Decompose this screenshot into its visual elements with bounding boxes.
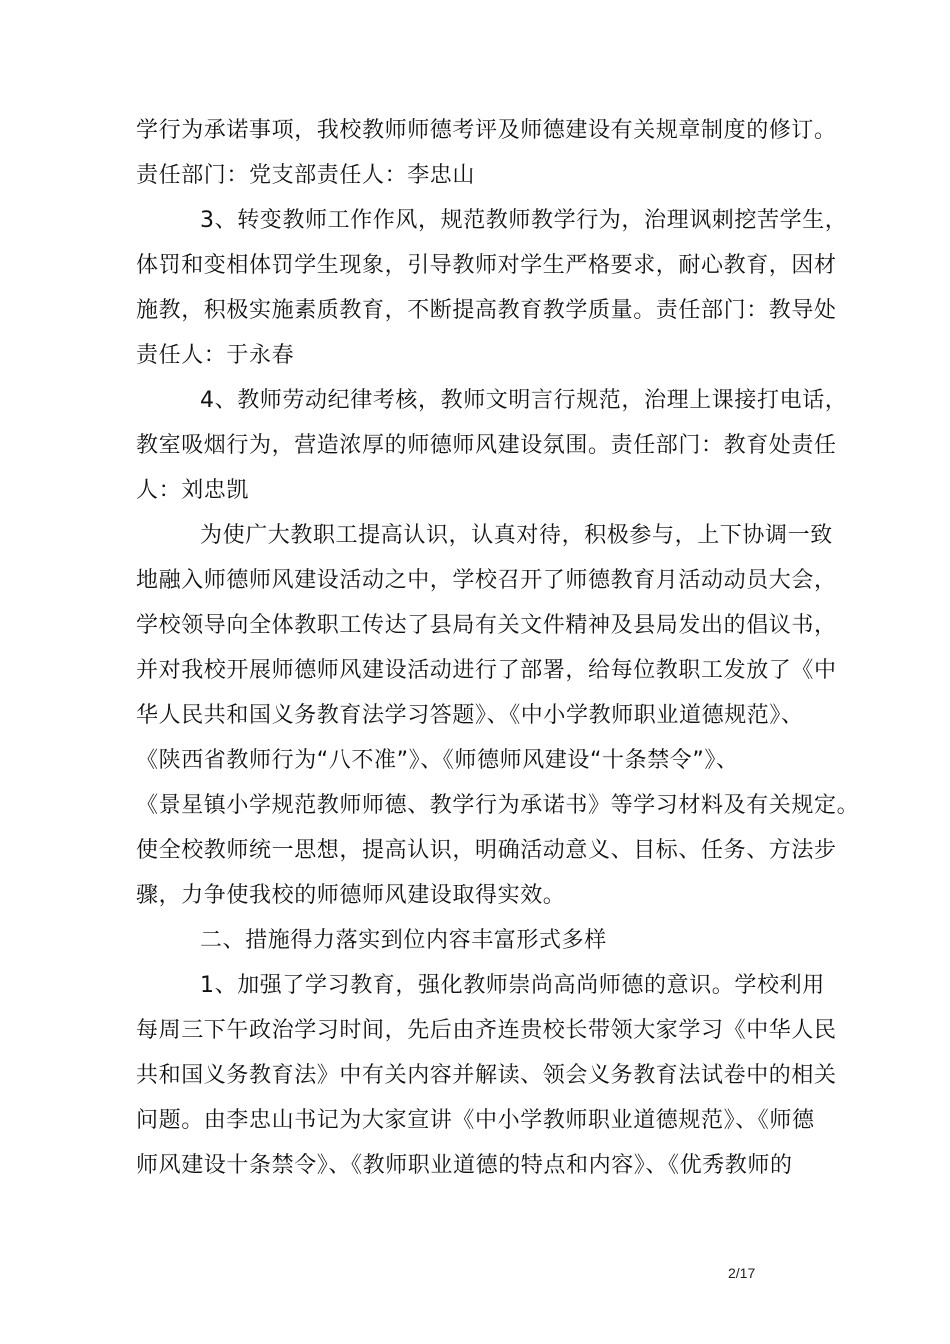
text-line: 施教，积极实施素质教育，不断提高教育教学质量。责任部门：教导处 xyxy=(136,298,837,323)
text-line: 每周三下午政治学习时间，先后由齐连贵校长带领大家学习《中华人民 xyxy=(136,1018,837,1043)
body-text xyxy=(136,108,860,1188)
text-line: 学校领导向全体教职工传达了县局有关文件精神及县局发出的倡议书， xyxy=(136,613,837,638)
text-line: 人：刘忠凯 xyxy=(136,478,250,503)
text-line: 地融入师德师风建设活动之中，学校召开了师德教育月活动动员大会， xyxy=(136,568,837,593)
text-line: 并对我校开展师德师风建设活动进行了部署，给每位教职工发放了《中 xyxy=(136,658,837,683)
text-line: 骤，力争使我校的师德师风建设取得实效。 xyxy=(136,883,566,908)
text-line: 体罚和变相体罚学生现象，引导教师对学生严格要求，耐心教育，因材 xyxy=(136,253,837,278)
text-line: 责任部门：党支部责任人：李忠山 xyxy=(136,163,476,188)
page-number: 2/17 xyxy=(728,1265,756,1281)
text-line: 1、加强了学习教育，强化教师崇尚高尚师德的意识。学校利用 xyxy=(200,973,825,998)
text-line: 责任人：于永春 xyxy=(136,343,295,368)
text-line: 师风建设十条禁令》、《教师职业道德的特点和内容》、《优秀教师的 xyxy=(136,1153,793,1178)
text-line: 《陕西省教师行为“八不准”》、《师德师风建设“十条禁令”》、 xyxy=(136,748,739,773)
text-line: 教室吸烟行为，营造浓厚的师德师风建设氛围。责任部门：教育处责任 xyxy=(136,433,837,458)
text-line: 学行为承诺事项，我校教师师德考评及师德建设有关规章制度的修订。 xyxy=(136,118,837,143)
text-line: 共和国义务教育法》中有关内容并解读、领会义务教育法试卷中的相关 xyxy=(136,1063,837,1088)
text-line: 问题。由李忠山书记为大家宣讲《中小学教师职业道德规范》、《师德 xyxy=(136,1108,815,1133)
text-line: 3、转变教师工作作风，规范教师教学行为，治理讽刺挖苦学生， xyxy=(200,208,848,233)
text-line: 使全校教师统一思想，提高认识，明确活动意义、目标、任务、方法步 xyxy=(136,838,837,863)
text-line: 《景星镇小学规范教师师德、教学行为承诺书》等学习材料及有关规定。 xyxy=(136,793,860,818)
text-line: 4、教师劳动纪律考核，教师文明言行规范，治理上课接打电话， xyxy=(200,388,848,413)
text-line: 华人民共和国义务教育法学习答题》、《中小学教师职业道德规范》、 xyxy=(136,703,804,728)
text-line: 为使广大教职工提高认识，认真对待，积极参与，上下协调一致 xyxy=(200,523,833,548)
text-line: 二、措施得力落实到位内容丰富形式多样 xyxy=(200,928,607,953)
